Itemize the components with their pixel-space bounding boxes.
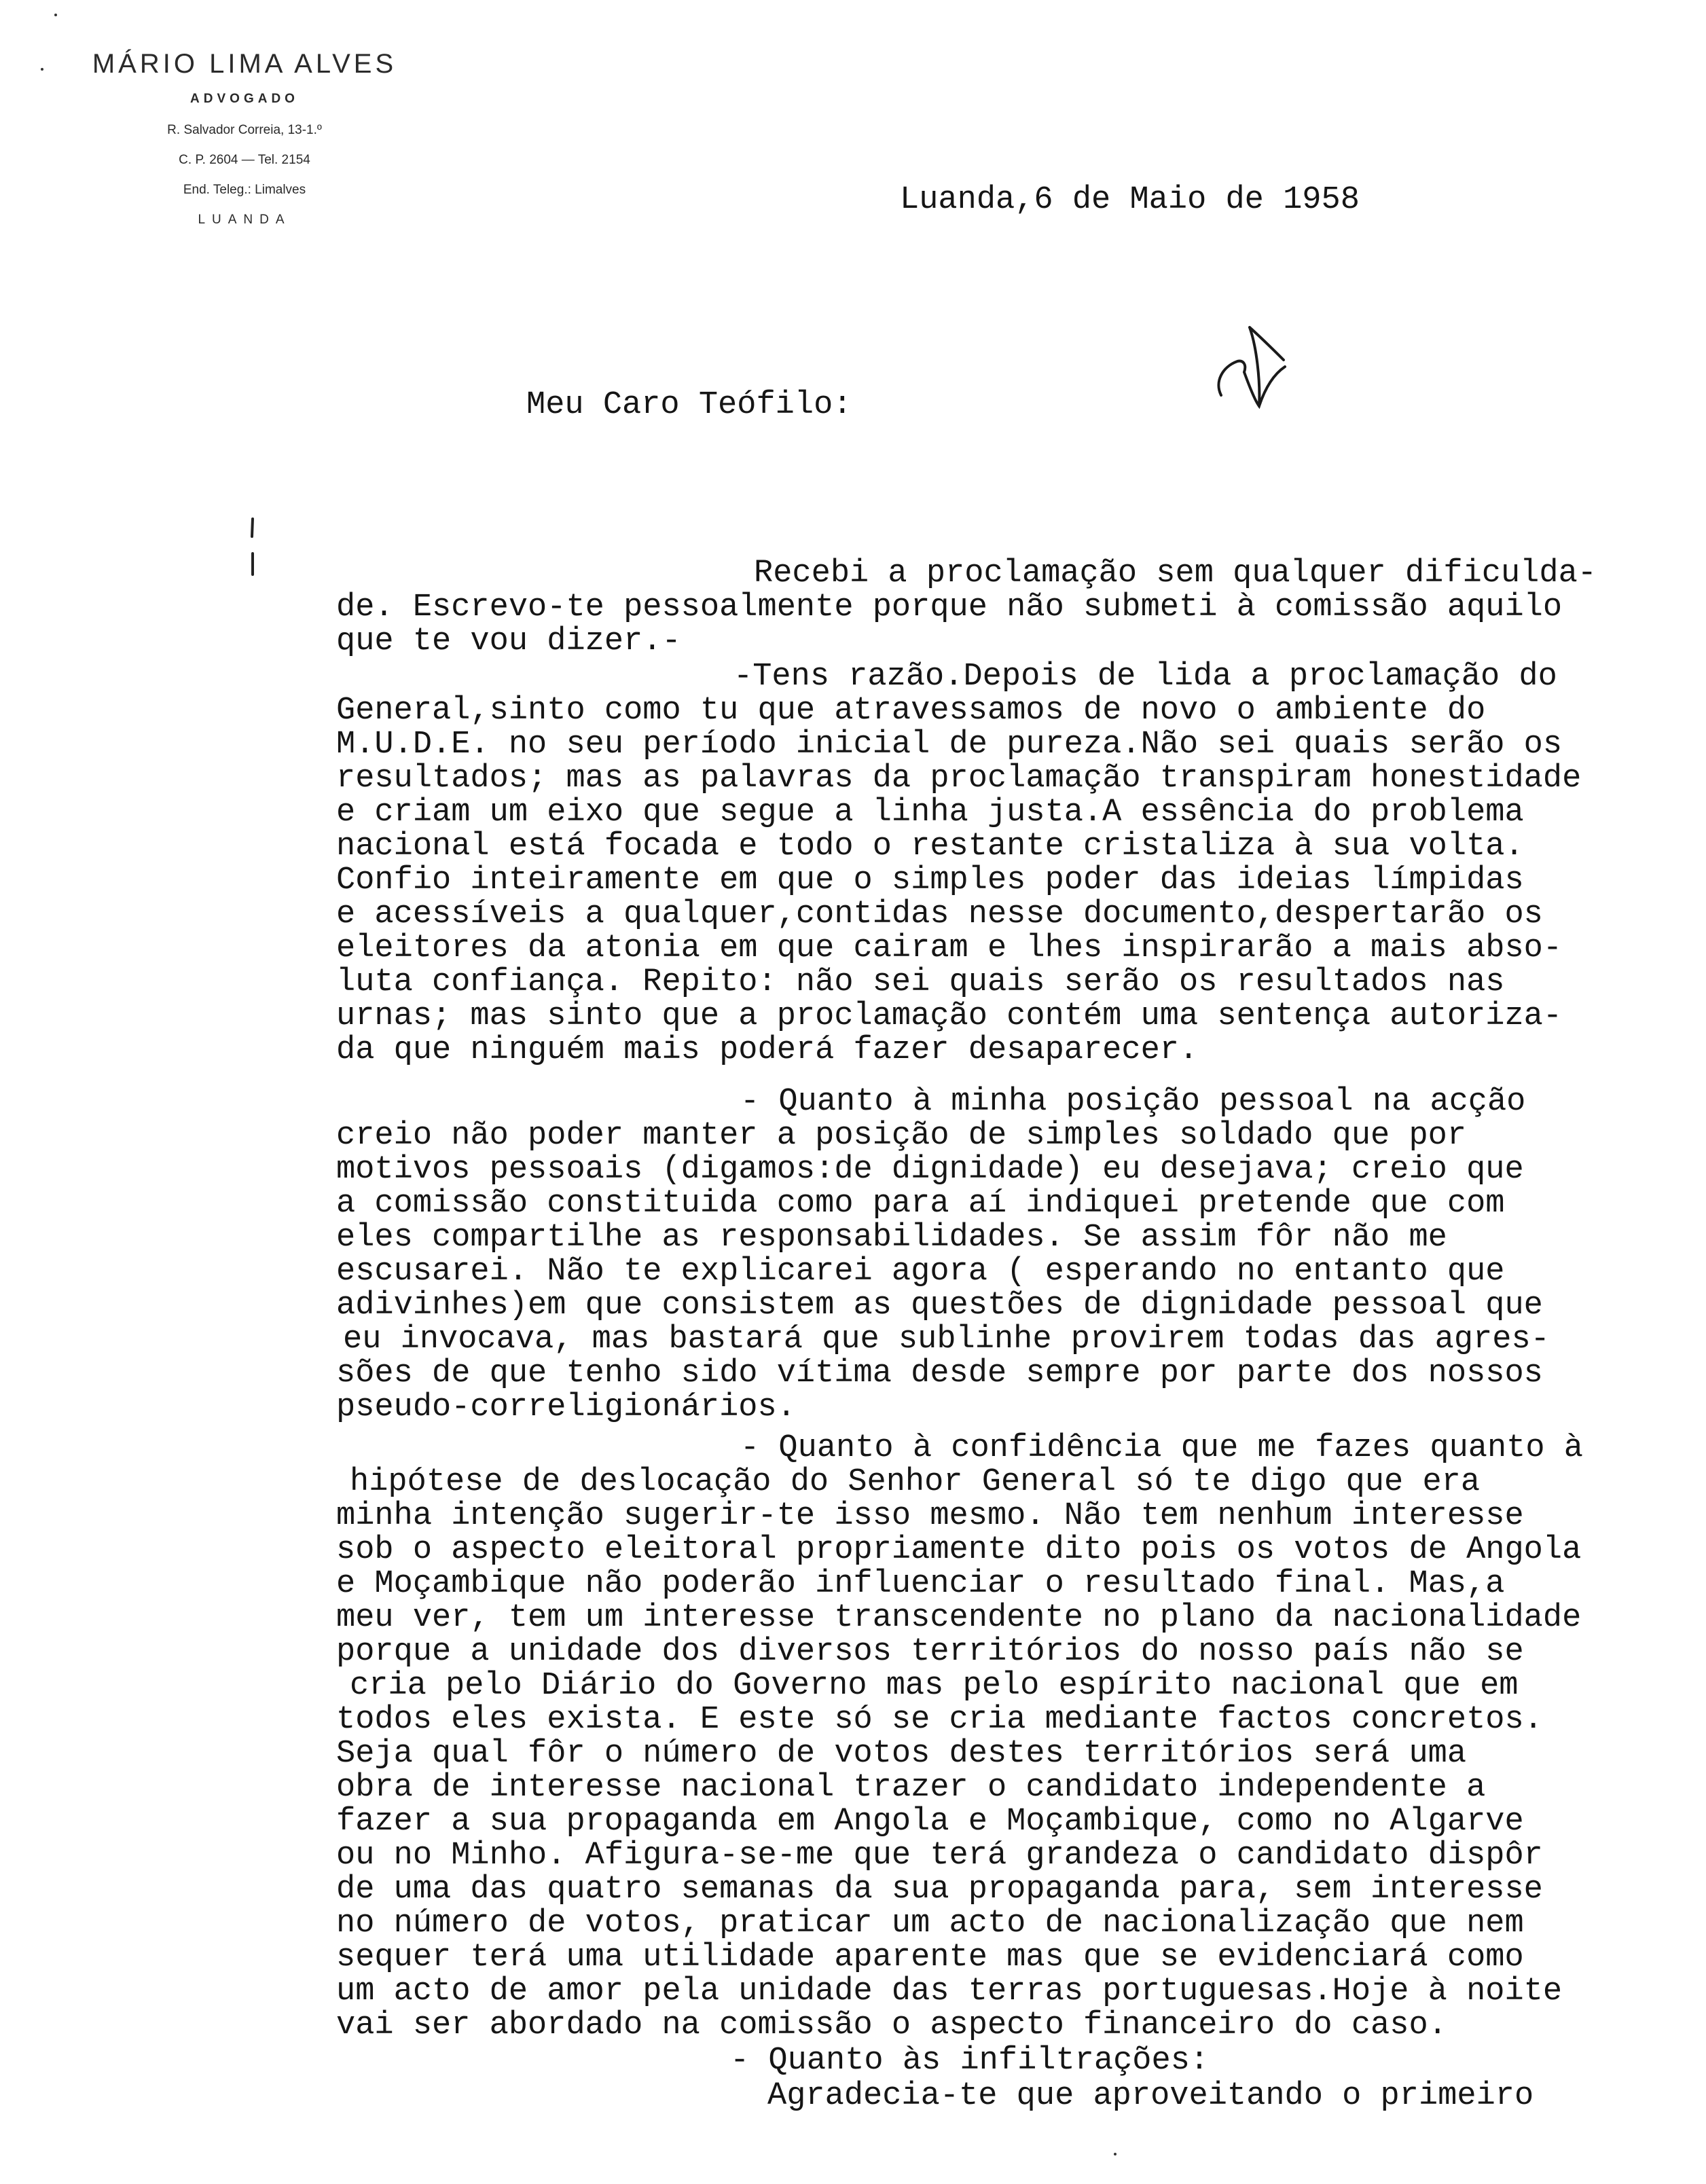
body-line: Recebi a proclamação sem qualquer dificulda- — [754, 556, 1597, 592]
body-line: eu invocava, mas bastará que sublinhe provirem todas das agres- — [343, 1322, 1550, 1358]
body-line: porque a unidade dos diversos territórios do nosso país não se — [336, 1634, 1524, 1670]
body-line: todos eles exista. E este só se cria mediante factos concretos. — [336, 1702, 1543, 1738]
body-line: General,sinto como tu que atravessamos de novo o ambiente do — [336, 693, 1486, 729]
body-line: urnas; mas sinto que a proclamação contém uma sentença autoriza- — [336, 998, 1563, 1034]
body-line: que te vou dizer.- — [336, 623, 681, 659]
salutation: Meu Caro Teófilo: — [526, 387, 852, 423]
margin-pencil-mark — [249, 516, 257, 577]
body-line: no número de votos, praticar um acto de nacionalização que nem — [336, 1906, 1524, 1942]
body-line: nacional está focada e todo o restante cristaliza à sua volta. — [336, 829, 1524, 864]
body-line: fazer a sua propaganda em Angola e Moçambique, como no Algarve — [336, 1804, 1524, 1840]
body-line: creio não poder manter a posição de simples soldado que por — [336, 1118, 1467, 1154]
body-line: - Quanto à minha posição pessoal na acção — [740, 1084, 1526, 1120]
body-line: -Tens razão.Depois de lida a proclamação do — [733, 659, 1557, 695]
body-line: Agradecia-te que aproveitando o primeiro — [767, 2078, 1534, 2114]
letterhead-city: LUANDA — [198, 213, 291, 227]
body-line: a comissão constituida como para aí indiquei pretende que com — [336, 1186, 1505, 1222]
letterhead-address: R. Salvador Correia, 13-1.º — [167, 123, 322, 137]
body-line: sões de que tenho sido vítima desde sempre por parte dos nossos — [336, 1355, 1543, 1391]
body-line: hipótese de deslocação do Senhor General só te digo que era — [350, 1464, 1481, 1500]
body-line: resultados; mas as palavras da proclamação transpiram honestidade — [336, 761, 1582, 797]
body-line: e criam um eixo que segue a linha justa.A essência do problema — [336, 795, 1524, 831]
body-line: de. Escrevo-te pessoalmente porque não submeti à comissão aquilo — [336, 589, 1563, 625]
body-line: meu ver, tem um interesse transcendente no plano da nacionalidade — [336, 1600, 1582, 1636]
handwritten-initial-mark — [1202, 319, 1304, 421]
body-line: escusarei. Não te explicarei agora ( esperando no entanto que — [336, 1254, 1505, 1290]
letterhead — [54, 49, 435, 228]
body-line: adivinhes)em que consistem as questões de dignidade pessoal que — [336, 1288, 1543, 1324]
body-line: da que ninguém mais poderá fazer desaparecer. — [336, 1032, 1199, 1068]
body-line: sob o aspecto eleitoral propriamente dito pois os votos de Angola — [336, 1532, 1582, 1568]
body-line: ou no Minho. Afigura-se-me que terá grandeza o candidato dispôr — [336, 1838, 1543, 1874]
body-line: luta confiança. Repito: não sei quais serão os resultados nas — [336, 964, 1505, 1000]
body-line: minha intenção sugerir-te isso mesmo. Não tem nenhum interesse — [336, 1498, 1524, 1534]
body-line: de uma das quatro semanas da sua propaganda para, sem interesse — [336, 1872, 1543, 1908]
body-line: M.U.D.E. no seu período inicial de pureza.Não sei quais serão os — [336, 727, 1563, 763]
body-line: e acessíveis a qualquer,contidas nesse documento,despertarão os — [336, 896, 1543, 932]
body-line: motivos pessoais (digamos:de dignidade) eu desejava; creio que — [336, 1152, 1524, 1188]
letterhead-name: MÁRIO LIMA ALVES — [92, 49, 397, 79]
page-speck — [54, 14, 57, 16]
body-line: Seja qual fôr o número de votos destes territórios será uma — [336, 1736, 1467, 1772]
page-speck — [41, 68, 43, 71]
body-line: e Moçambique não poderão influenciar o resultado final. Mas,a — [336, 1566, 1505, 1602]
body-line: eleitores da atonia em que cairam e lhes inspirarão a mais abso- — [336, 930, 1563, 966]
date-line: Luanda,6 de Maio de 1958 — [900, 182, 1360, 218]
body-line: - Quanto às infiltrações: — [730, 2043, 1210, 2079]
body-line: sequer terá uma utilidade aparente mas que se evidenciará como — [336, 1940, 1524, 1976]
letterhead-telegraph: End. Teleg.: Limalves — [183, 183, 306, 197]
body-line: vai ser abordado na comissão o aspecto financeiro do caso. — [336, 2007, 1447, 2043]
body-line: pseudo-correligionários. — [336, 1389, 796, 1425]
page-speck — [1114, 2153, 1117, 2155]
body-line: - Quanto à confidência que me fazes quanto à — [740, 1430, 1584, 1466]
body-line: um acto de amor pela unidade das terras portuguesas.Hoje à noite — [336, 1973, 1563, 2009]
letterhead-title: ADVOGADO — [190, 92, 299, 106]
body-line: cria pelo Diário do Governo mas pelo espírito nacional que em — [350, 1668, 1519, 1704]
body-line: obra de interesse nacional trazer o candidato independente a — [336, 1770, 1486, 1806]
body-line: Confio inteiramente em que o simples poder das ideias límpidas — [336, 862, 1524, 898]
body-line: eles compartilhe as responsabilidades. Se assim fôr não me — [336, 1220, 1447, 1256]
letterhead-postal-phone: C. P. 2604 — Tel. 2154 — [179, 153, 310, 167]
